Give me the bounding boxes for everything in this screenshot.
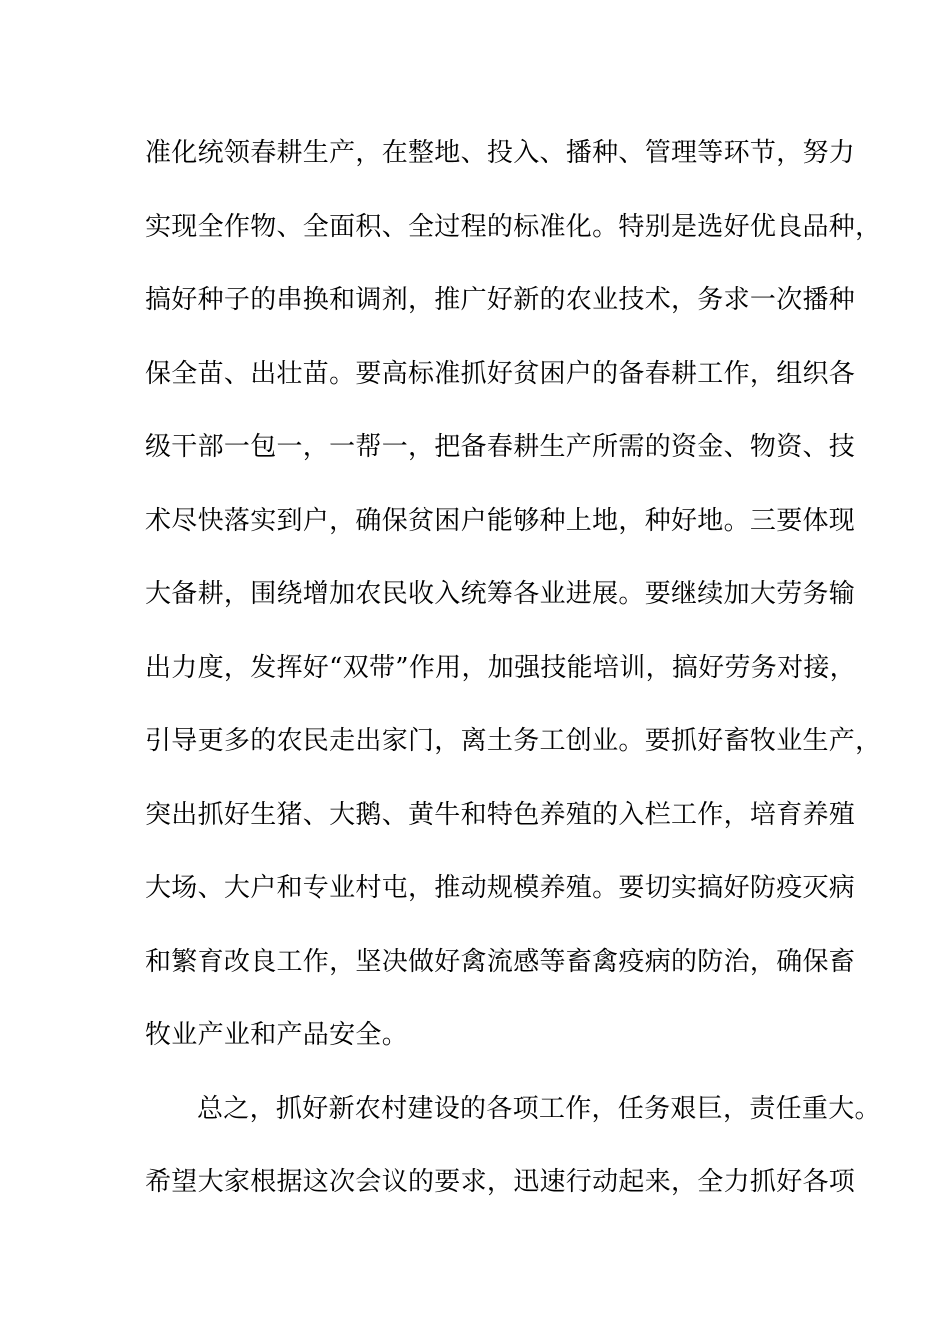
- text-line: 实现全作物、全面积、全过程的标准化。特别是选好优良品种，: [145, 211, 882, 242]
- text-line: 准化统领春耕生产，在整地、投入、播种、管理等环节，努力: [145, 138, 856, 168]
- text-line: 引导更多的农民走出家门，离土务工创业。要抓好畜牧业生产，: [145, 726, 882, 756]
- text-line: 希望大家根据这次会议的要求，迅速行动起来，全力抓好各项: [145, 1167, 856, 1197]
- text-line: 大备耕，围绕增加农民收入统筹各业进展。要继续加大劳务输: [145, 579, 856, 609]
- document-body: [145, 131, 882, 1234]
- text-line: 搞好种子的串换和调剂，推广好新的农业技术，务求一次播种: [145, 285, 856, 315]
- text-line: 大场、大户和专业村屯，推动规模养殖。要切实搞好防疫灭病: [145, 873, 856, 903]
- text-line: 保全苗、出壮苗。要高标准抓好贫困户的备春耕工作，组织各: [145, 358, 856, 389]
- text-line: 级干部一包一，一帮一，把备春耕生产所需的资金、物资、技: [145, 432, 856, 462]
- text-line: 突出抓好生猪、大鹅、黄牛和特色养殖的入栏工作，培育养殖: [145, 799, 856, 830]
- text-line: 牧业产业和产品安全。: [145, 1020, 409, 1050]
- text-line: 出力度，发挥好“双带”作用，加强技能培训，搞好劳务对接，: [145, 652, 856, 683]
- text-line: 术尽快落实到户，确保贫困户能够种上地，种好地。三要体现: [145, 505, 856, 536]
- text-line: 和繁育改良工作，坚决做好禽流感等畜禽疫病的防治，确保畜: [145, 946, 856, 977]
- paragraph-start-line: 总之，抓好新农村建设的各项工作，任务艰巨，责任重大。: [197, 1093, 881, 1124]
